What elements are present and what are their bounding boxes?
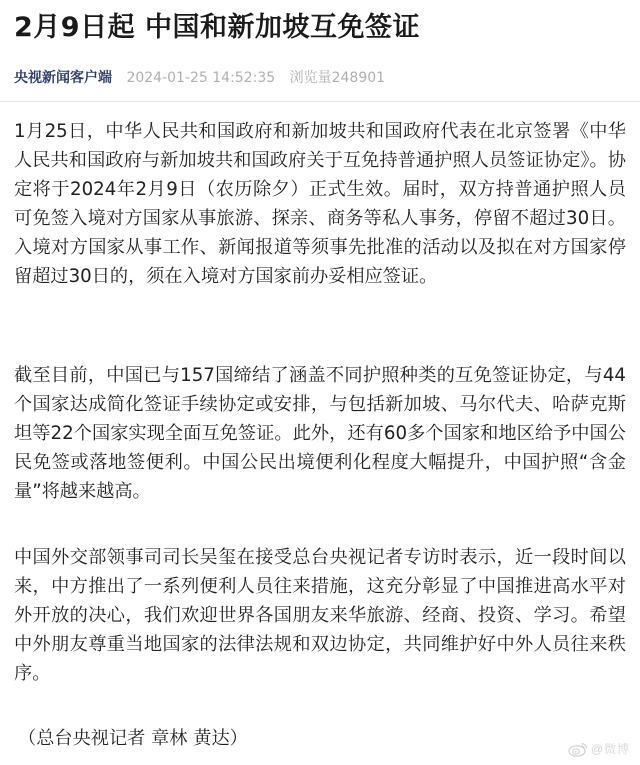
byline: （总台央视记者 章林 黄达） xyxy=(18,728,248,749)
view-count: 浏览量248901 xyxy=(289,70,386,86)
weibo-logo-icon xyxy=(568,741,588,757)
watermark-text: @微博 xyxy=(590,742,630,756)
header-divider xyxy=(0,101,640,102)
publish-time: 2024-01-25 14:52:35 xyxy=(126,70,276,86)
paragraph-1: 1月25日，中华人民共和国政府和新加坡共和国政府代表在北京签署《中华人民共和国政府与新加坡共和国政府关于互免持普通护照人员签证协定》。协定将于2024年2月9日（农历除夕）正式生效。届时，双方持普通护照人员可免签入境对方国家从事旅游、探亲、商务等私人事务，停留不超过30日。入境对方国家从事工作、新闻报道等须事先批准的活动以及拟在对方国家停留超过30日的，须在入境对方国家前办妥相应签证。 xyxy=(14,121,626,287)
paragraph-3: 中国外交部领事司司长吴玺在接受总台央视记者专访时表示，近一段时间以来，中方推出了一系列便利人员往来措施，这充分彰显了中国推进高水平对外开放的决心，我们欢迎世界各国朋友来华旅游、经商、投资、学习。希望中外朋友尊重当地国家的法律法规和双边协定，共同维护好中外人员往来秩序。 xyxy=(14,547,626,684)
watermark xyxy=(568,740,630,757)
source-label[interactable]: 央视新闻客户端 xyxy=(14,70,112,86)
article-title: 2月9日起 中国和新加坡互免签证 xyxy=(14,12,420,43)
paragraph-2: 截至目前，中国已与157国缔结了涵盖不同护照种类的互免签证协定，与44个国家达成简化签证手续协定或安排，与包括新加坡、马尔代夫、哈萨克斯坦等22个国家实现全面互免签证。此外，还有60多个国家和地区给予中国公民免签或落地签便利。中国公民出境便利化程度大幅提升，中国护照“含金量”将越来越高。 xyxy=(14,365,626,502)
article-meta xyxy=(14,66,385,90)
